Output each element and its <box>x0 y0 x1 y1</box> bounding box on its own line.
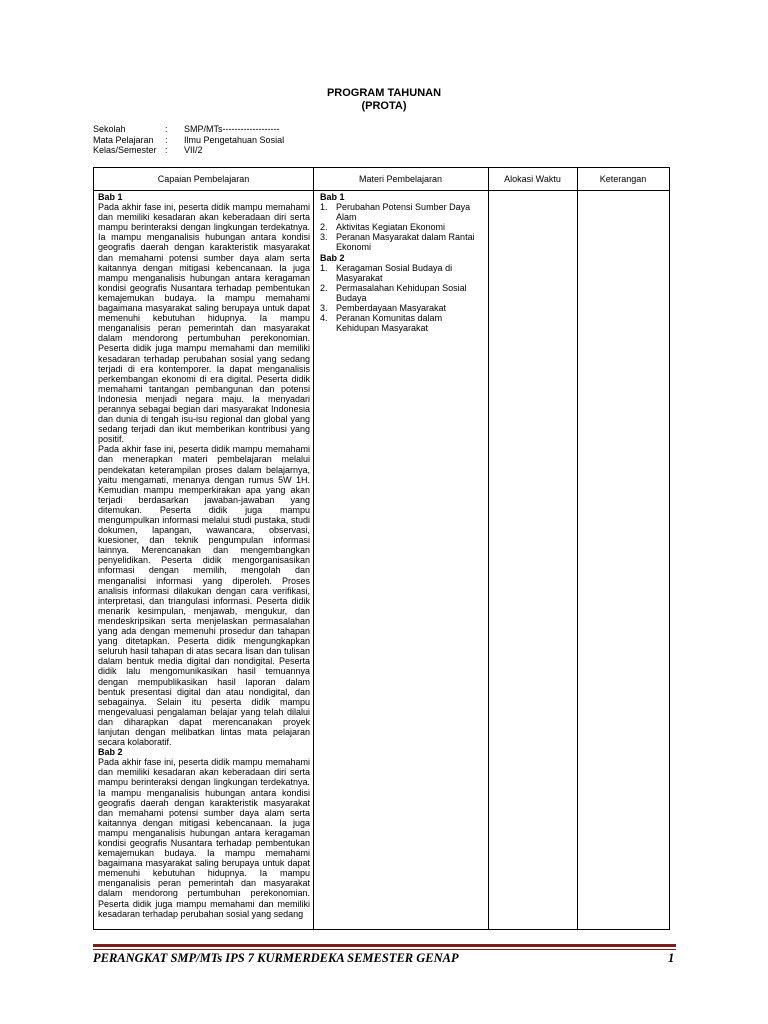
column-divider <box>313 168 314 929</box>
list-item: 3. Peranan Masyarakat dalam Rantai Ekonomi <box>320 232 475 253</box>
list-item: 1. Keragaman Sosial Budaya di Masyarakat <box>320 262 453 283</box>
bab-label: Bab 1 <box>98 192 123 202</box>
list-item: 2. Aktivitas Kegiatan Ekonomi <box>320 222 446 233</box>
header-alokasi: Alokasi Waktu <box>504 174 561 184</box>
header-keterangan: Keterangan <box>599 174 647 184</box>
document-title: PROGRAM TAHUNAN <box>326 87 442 99</box>
info-row-kelas: Kelas/Semester : VII/2 <box>93 145 203 155</box>
capaian-paragraph: Pada akhir fase ini, peserta didik mampu memahami dan memiliki kesadaran akan keberadaan diri serta mampu berinteraksi dengan lingkungan terdekatnya. Ia mampu menganalisis hubungan antara kondisi geografis daerah dengan karakteristik masyarakat dan memahami potensi sumber daya alam serta kaitannya dengan mitigasi kebencanaan. Ia juga mampu menganalisis hubungan antara keragaman kondisi geografis Nusantara terhadap pembentukan kemajemukan budaya. Ia mampu memahami bagaimana masyarakat saling berupaya untuk dapat memenuhi kebutuhan hidupnya. Ia mampu menganalisis peran pemerintah dan masyarakat dalam mendorong pertumbuhan perekonomian. Peserta didik juga mampu memahami dan memiliki kesadaran terhadap perubahan sosial yang sedang terjadi di era kontemporer. Ia dapat menganalisis perkembangan ekonomi di era digital. Peserta didik memahami tantangan pembangunan dan potensi Indonesia menjadi negara maju. Ia menyadari perannya sebagai begian dari masyarakat Indonesia dan dunia di tengah isu-isu regional dan global yang sedang terjadi dan ikut memberikan kontribusi yang positif. <box>98 202 310 445</box>
column-divider <box>577 168 578 929</box>
list-item: 2. Permasalahan Kehidupan Sosial Budaya <box>320 282 467 303</box>
info-value: SMP/MTs------------------- <box>184 124 280 134</box>
info-value: Ilmu Pengetahuan Sosial <box>184 134 285 145</box>
footer-rule-thick <box>93 944 676 947</box>
info-label: Sekolah <box>93 124 126 134</box>
page-number: 1 <box>668 951 675 965</box>
info-label: Mata Pelajaran <box>93 134 154 145</box>
bab-label: Bab 2 <box>320 252 345 263</box>
prota-table <box>93 167 670 930</box>
info-row-sekolah: Sekolah : SMP/MTs------------------- <box>93 124 280 134</box>
capaian-cell <box>98 192 310 929</box>
document-subtitle: (PROTA) <box>361 100 407 112</box>
capaian-paragraph: Pada akhir fase ini, peserta didik mampu memahami dan menerapkan materi pembelajaran melalui pendekatan keterampilan proses dalam belajarnya, yaitu mengamati, menanya dengan rumus 5W 1H. Kemudian mampu memperkirakan apa yang akan terjadi berdasarkan jawaban-jawaban yang ditemukan. Peserta didik juga mampu mengumpulkan informasi melalui studi pustaka, studi dokumen, lapangan, wawancara, observasi, kuesioner, dan teknik pengumpulan informasi lainnya. Merencanakan dan mengembangkan penyelidikan. Peserta didik mengorganisasikan informasi dengan memilih, mengolah dan menganalisi informasi yang diperoleh. Proses analisis informasi dilakukan dengan cara verifikasi, interpretasi, dan triangulasi informasi. Peserta didik menarik kesimpulan, menjawab, mengukur, dan mendeskripsikan serta menjelaskan permasalahan yang ada dengan memenuhi prosedur dan tahapan yang ditetapkan. Peserta didik mengungkapkan seluruh hasil tahapan di atas secara lisan dan tulisan dalam bentuk media digital dan nondigital. Peserta didik lalu mengomunikasikan hasil temuannya dengan mempublikasikan hasil laporan dalam bentuk presentasi digital dan atau nondigital, dan sebagainya. Selain itu peserta didik mampu mengevaluasi pengalaman belajar yang telah dilalui dan diharapkan dapat merencanakan proyek lanjutan dengan melibatkan lintas mata pelajaran secara kolaboratif. <box>98 444 310 748</box>
materi-cell <box>320 192 480 333</box>
list-item: 4. Peranan Komunitas dalam Kehidupan Masyarakat <box>320 313 443 334</box>
info-row-mapel: Mata Pelajaran : Ilmu Pengetahuan Sosial <box>93 134 285 145</box>
capaian-paragraph: Pada akhir fase ini, peserta didik mampu memahami dan memiliki kesadaran akan keberadaan diri serta mampu berinteraksi dengan lingkungan terdekatnya. Ia mampu menganalisis hubungan antara kondisi geografis daerah dengan karakteristik masyarakat dan memahami potensi sumber daya alam serta kaitannya dengan mitigasi kebencanaan. Ia juga mampu menganalisis hubungan antara keragaman kondisi geografis Nusantara terhadap pembentukan kemajemukan budaya. Ia mampu memahami bagaimana masyarakat saling berupaya untuk dapat memenuhi kebutuhan hidupnya. Ia mampu menganalisis peran pemerintah dan masyarakat dalam mendorong pertumbuhan perekonomian. Peserta didik juga mampu memahami dan memiliki kesadaran terhadap perubahan sosial yang sedang <box>98 757 310 919</box>
header-capaian: Capaian Pembelajaran <box>157 174 250 184</box>
bab-label: Bab 2 <box>98 747 123 758</box>
column-divider <box>488 168 489 929</box>
materi-list <box>320 263 480 334</box>
footer-title: PERANGKAT SMP/MTs IPS 7 KURMERDEKA SEMESTER GENAP <box>93 951 459 965</box>
list-item: 1. Perubahan Potensi Sumber Daya Alam <box>320 202 471 223</box>
list-item: 3. Pemberdayaan Masyarakat <box>320 303 447 314</box>
header-materi: Materi Pembelajaran <box>358 174 443 184</box>
info-value: VII/2 <box>184 145 203 155</box>
info-label: Kelas/Semester <box>93 145 157 155</box>
materi-list <box>320 202 480 252</box>
identity-block <box>93 124 284 156</box>
footer-rule-thin <box>93 949 676 950</box>
table-header <box>94 168 669 191</box>
bab-label: Bab 1 <box>320 192 345 202</box>
